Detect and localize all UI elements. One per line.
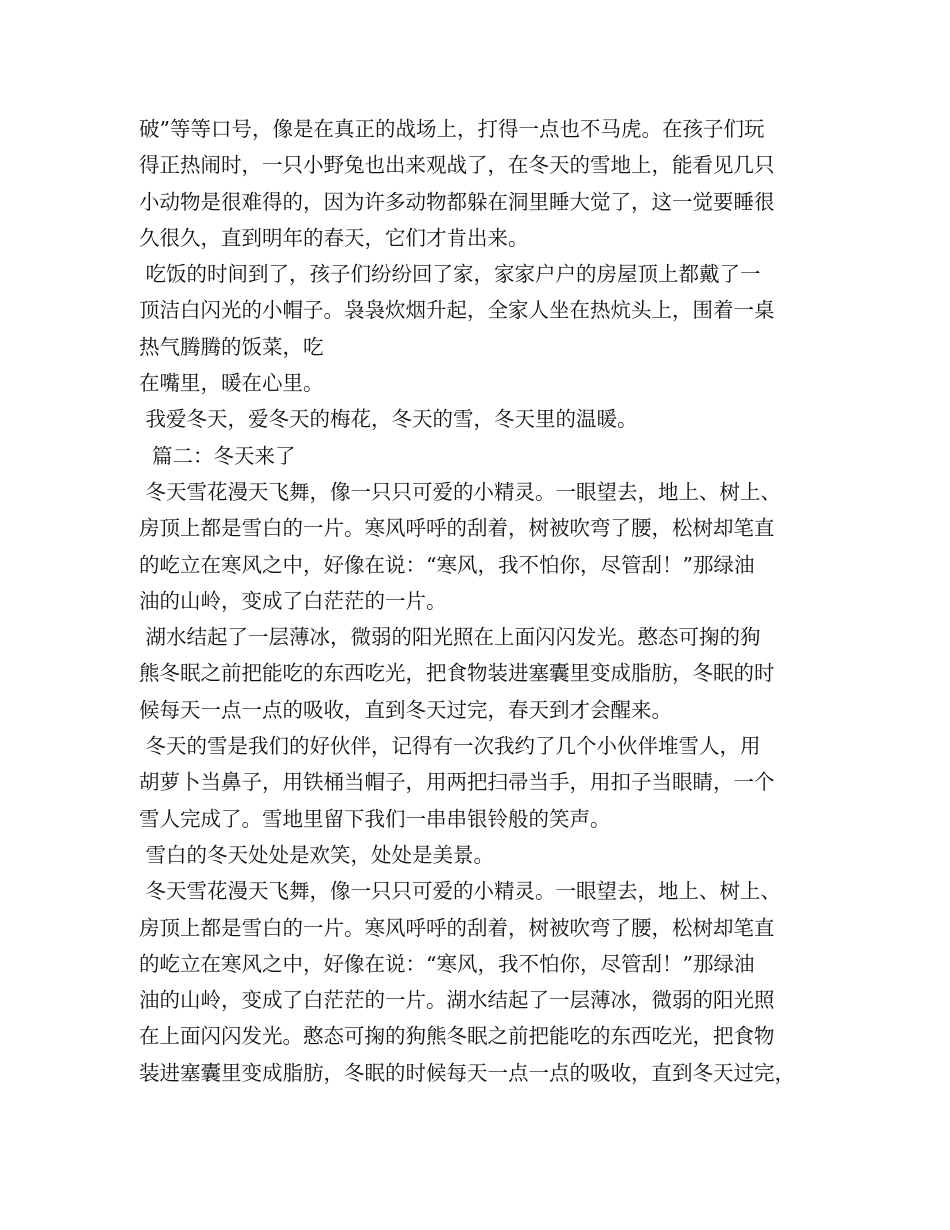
text-line: 冬天雪花漫天飞舞，像一只只可爱的小精灵。一眼望去，地上、树上、 (139, 479, 782, 504)
text-line: 湖水结起了一层薄冰，微弱的阳光照在上面闪闪发光。憨态可掬的狗 (139, 625, 761, 650)
text-line: 候每天一点一点的吸收，直到冬天过完，春天到才会醒来。 (139, 697, 672, 722)
text-line: 的屹立在寒风之中，好像在说：“寒风，我不怕你，尽管刮！”那绿油 (139, 951, 755, 976)
text-line: 我爱冬天，爱冬天的梅花，冬天的雪，冬天里的温暖。 (139, 407, 638, 432)
text-line: 雪白的冬天处处是欢笑，处处是美景。 (139, 842, 495, 867)
text-line: 的屹立在寒风之中，好像在说：“寒风，我不怕你，尽管刮！”那绿油 (139, 552, 755, 577)
text-line: 小动物是很难得的，因为许多动物都躲在洞里睡大觉了，这一觉要睡很 (139, 189, 775, 214)
text-line: 得正热闹时，一只小野兔也出来观战了，在冬天的雪地上，能看见几只 (139, 153, 775, 178)
text-line: 冬天雪花漫天飞舞，像一只只可爱的小精灵。一眼望去，地上、树上、 (139, 879, 782, 904)
text-line: 冬天的雪是我们的好伙伴，记得有一次我约了几个小伙伴堆雪人，用 (139, 734, 761, 759)
text-line: 房顶上都是雪白的一片。寒风呼呼的刮着，树被吹弯了腰，松树却笔直 (139, 516, 775, 541)
text-line: 久很久，直到明年的春天，它们才肯出来。 (139, 225, 529, 250)
text-line: 顶洁白闪光的小帽子。袅袅炊烟升起，全家人坐在热炕头上，围着一桌 (139, 298, 775, 323)
text-line: 装进塞囊里变成脂肪，冬眠的时候每天一点一点的吸收，直到冬天过完， (139, 1060, 795, 1085)
text-line: 在上面闪闪发光。憨态可掬的狗熊冬眠之前把能吃的东西吃光，把食物 (139, 1024, 775, 1049)
text-line: 在嘴里，暖在心里。 (139, 371, 324, 396)
document-body (139, 111, 839, 1091)
text-line: 破”等等口号，像是在真正的战场上，打得一点也不马虎。在孩子们玩 (139, 117, 765, 141)
text-line: 熊冬眠之前把能吃的东西吃光，把食物装进塞囊里变成脂肪，冬眠的时 (139, 661, 775, 686)
text-line: 房顶上都是雪白的一片。寒风呼呼的刮着，树被吹弯了腰，松树却笔直 (139, 915, 775, 940)
text-line: 吃饭的时间到了，孩子们纷纷回了家，家家户户的房屋顶上都戴了一 (139, 262, 761, 287)
text-line: 油的山岭，变成了白茫茫的一片。 (139, 588, 447, 613)
text-line: 胡萝卜当鼻子，用铁桶当帽子，用两把扫帚当手，用扣子当眼睛，一个 (139, 770, 775, 795)
text-line: 雪人完成了。雪地里留下我们一串串银铃般的笑声。 (139, 806, 611, 831)
text-line: 热气腾腾的饭菜，吃 (139, 334, 324, 359)
text-line: 油的山岭，变成了白茫茫的一片。湖水结起了一层薄冰，微弱的阳光照 (139, 988, 775, 1013)
section-heading: 篇二：冬天来了 (139, 443, 296, 468)
